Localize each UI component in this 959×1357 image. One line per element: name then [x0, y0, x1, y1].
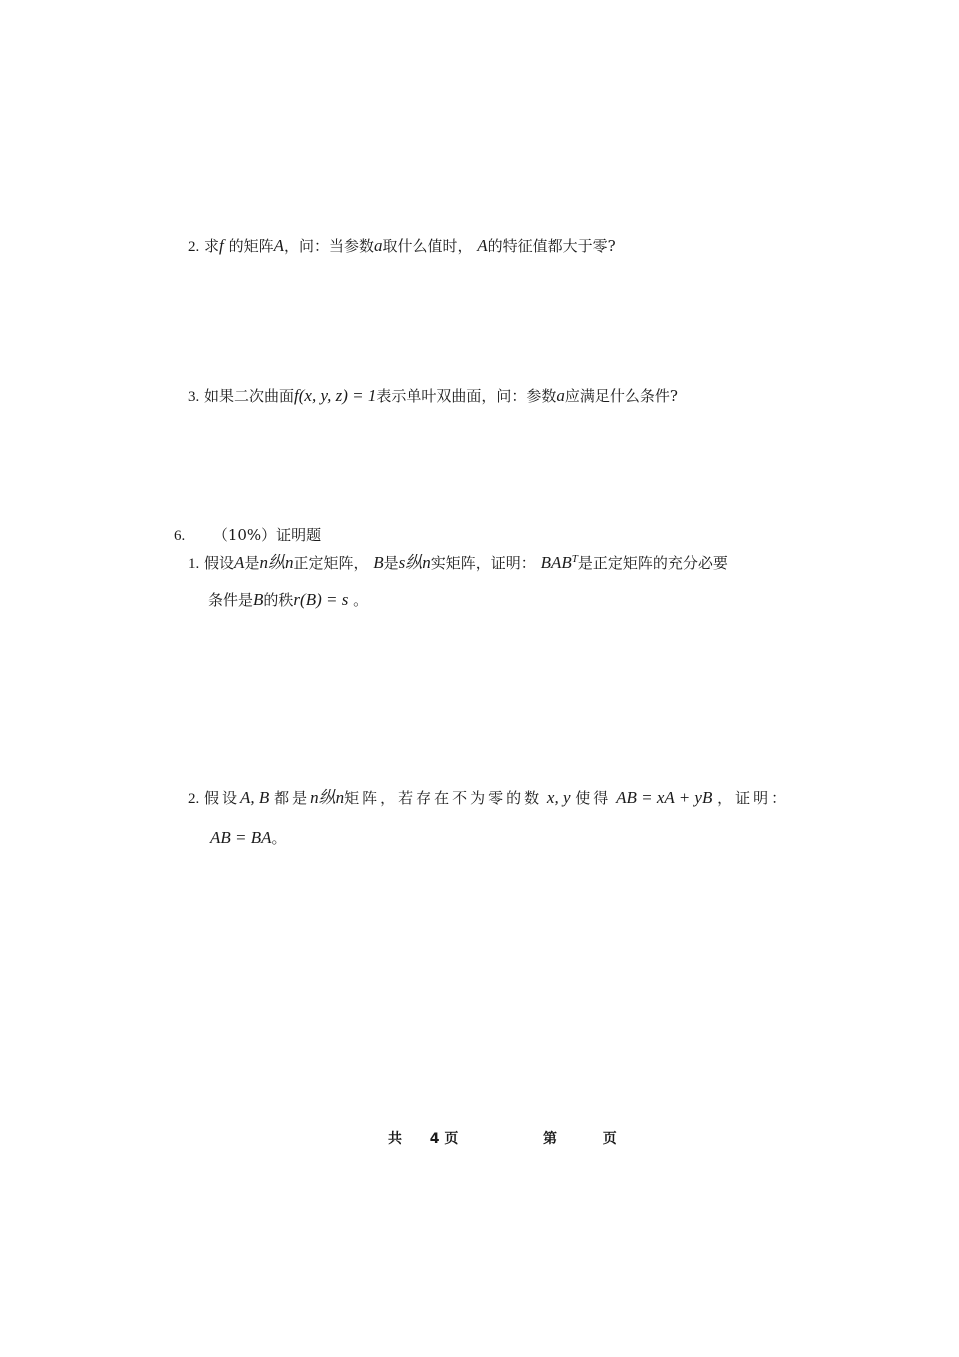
- proof-1-line-2: [208, 590, 368, 610]
- footer-di-label: 第: [543, 1131, 557, 1147]
- math-f: f: [219, 236, 224, 255]
- text: 是: [244, 554, 260, 572]
- text: 假设: [204, 554, 235, 572]
- text: 都是: [274, 789, 311, 807]
- math-n-by-n: n纵n: [310, 788, 345, 807]
- text: 是正定矩阵的充分必要: [577, 554, 728, 572]
- text: 使得: [575, 789, 612, 807]
- math-s-by-n: s纵n: [398, 553, 431, 572]
- math-BABT: $BAB^T$: [540, 553, 578, 572]
- text: 正定矩阵，: [293, 554, 369, 572]
- text: 实矩阵，证明：: [430, 554, 536, 572]
- math-a: a: [556, 386, 565, 405]
- footer-total: [388, 1128, 458, 1148]
- footer-page-unit: 页: [444, 1131, 459, 1147]
- text: 应满足什么条件?: [564, 387, 678, 405]
- text: 取什么值时，: [382, 237, 473, 255]
- math-equation: AB = xA + yB: [616, 788, 713, 807]
- math-A-B: A, B: [240, 788, 270, 807]
- math-equation: AB = BA: [210, 828, 272, 847]
- text: 的秩: [263, 591, 294, 609]
- question-number: 2.: [188, 791, 200, 807]
- math-x-y: x, y: [546, 788, 571, 807]
- question-3: [188, 386, 678, 407]
- proof-2-line-1: [188, 788, 789, 809]
- section-title: （10%）证明题: [212, 526, 322, 544]
- question-number: 1.: [188, 556, 200, 572]
- math-A: A: [273, 236, 284, 255]
- text: 表示单叶双曲面，问：参数: [376, 387, 557, 405]
- text: 求: [204, 237, 220, 255]
- text: ，问：当参数: [283, 237, 374, 255]
- math-expression: f(x, y, z) = 1: [294, 386, 377, 405]
- footer-page-count: 4: [429, 1131, 440, 1147]
- text: 如果二次曲面: [204, 387, 295, 405]
- math-rank: r(B) = s: [293, 590, 349, 609]
- footer-ye-label: 页: [602, 1131, 617, 1147]
- math-n-by-n: n纵n: [259, 553, 294, 572]
- question-2: [188, 236, 616, 257]
- math-a: a: [373, 236, 383, 255]
- text: 是: [383, 554, 399, 572]
- footer-page-number: [543, 1128, 617, 1148]
- text: 的特征值都大于零?: [487, 237, 616, 255]
- question-number: 2.: [188, 239, 200, 255]
- text: 。: [353, 591, 369, 609]
- math-A: A: [234, 553, 245, 572]
- math-A: A: [477, 236, 488, 255]
- text: ，证明：: [717, 789, 790, 807]
- proof-1-line-1: [188, 549, 728, 574]
- text: 矩阵，若存在不为零的数: [344, 789, 543, 807]
- text: 。: [271, 829, 287, 847]
- text: 假设: [204, 789, 241, 807]
- math-B: B: [253, 590, 264, 609]
- proof-2-line-2: [210, 828, 287, 848]
- section-number: 6.: [174, 528, 186, 544]
- text: 的矩阵: [228, 237, 274, 255]
- question-number: 3.: [188, 389, 200, 405]
- footer-total-label: 共: [388, 1131, 402, 1147]
- text: 条件是: [208, 591, 254, 609]
- section-heading: [174, 525, 321, 546]
- math-B: B: [373, 553, 384, 572]
